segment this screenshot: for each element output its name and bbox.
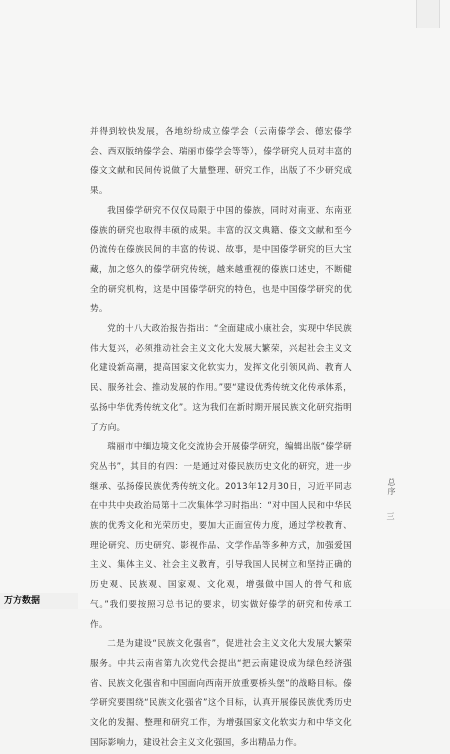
paragraph-1: 并得到较快发展，各地纷纷成立傣学会（云南傣学会、德宏傣学会、西双版纳傣学会、瑞丽市傣学会等等），傣学研究人员对丰富的傣文文献和民间传说做了大量整理、研究工作，出版了不少研究成果。 [90, 127, 352, 197]
section-label: 总序 [387, 478, 396, 496]
page-number: 三 [386, 512, 395, 520]
corner-mark [416, 0, 440, 28]
paragraph-4: 瑞丽市中缅边境文化交流协会开展傣学研究，编辑出版“傣学研究丛书”，其目的有四：一是通过对傣民族历史文化的研究，进一步继承、弘扬傣民族优秀传统文化。2013年12月30日，习近平同志在中共中央政治局第十二次集体学习时指出：“对中国人民和中华民族的优秀文化和光荣历史，要加大正面宣传力度，通过学校教育、理论研究、历史研究、影视作品、文学作品等多种方式，加强爱国主义、集体主义、社会主义教育，引导我国人民树立和坚持正确的历史观、民族观、国家观、文化观，增强做中国人的骨气和底气。”我们要按照习总书记的要求，切实做好傣学的研究和传承工作。 [90, 442, 352, 630]
body-text [90, 123, 352, 754]
paragraph-3: 党的十八大政治报告指出：“全面建成小康社会，实现中华民族伟大复兴，必须推动社会主义文化大发展大繁荣，兴起社会主义文化建设新高潮，提高国家文化软实力，发挥文化引领风尚、教育人民、服务社会、推动发展的作用。”要“建设优秀传统文化传承体系，弘扬中华优秀传统文化”。这为我们在新时期开展民族文化研究指明了方向。 [90, 324, 352, 433]
watermark-brand: 万方数据 [0, 593, 78, 609]
paragraph-5: 二是为建设“民族文化强省”，促进社会主义文化大发展大繁荣服务。中共云南省第九次党代会提出“把云南建设成为绿色经济强省、民族文化强省和中国面向西南开放重要桥头堡”的战略目标。傣学研究要围绕“民族文化强省”这个目标，认真开展傣民族优秀历史文化的发掘、整理和研究工作，为增强国家文化软实力和中华文化国际影响力，建设社会主义文化强国，多出精品力作。 [90, 639, 352, 748]
paragraph-2: 我国傣学研究不仅仅局限于中国的傣族，同时对南亚、东南亚傣族的研究也取得丰硕的成果。丰富的汉文典籍、傣文文献和至今仍流传在傣族民间的丰富的传说、故事，是中国傣学研究的巨大宝藏，加之悠久的傣学研究传统，越来越重视的傣族口述史，不断健全的研究机构，这是中国傣学研究的特色，也是中国傣学研究的优势。 [90, 205, 352, 315]
